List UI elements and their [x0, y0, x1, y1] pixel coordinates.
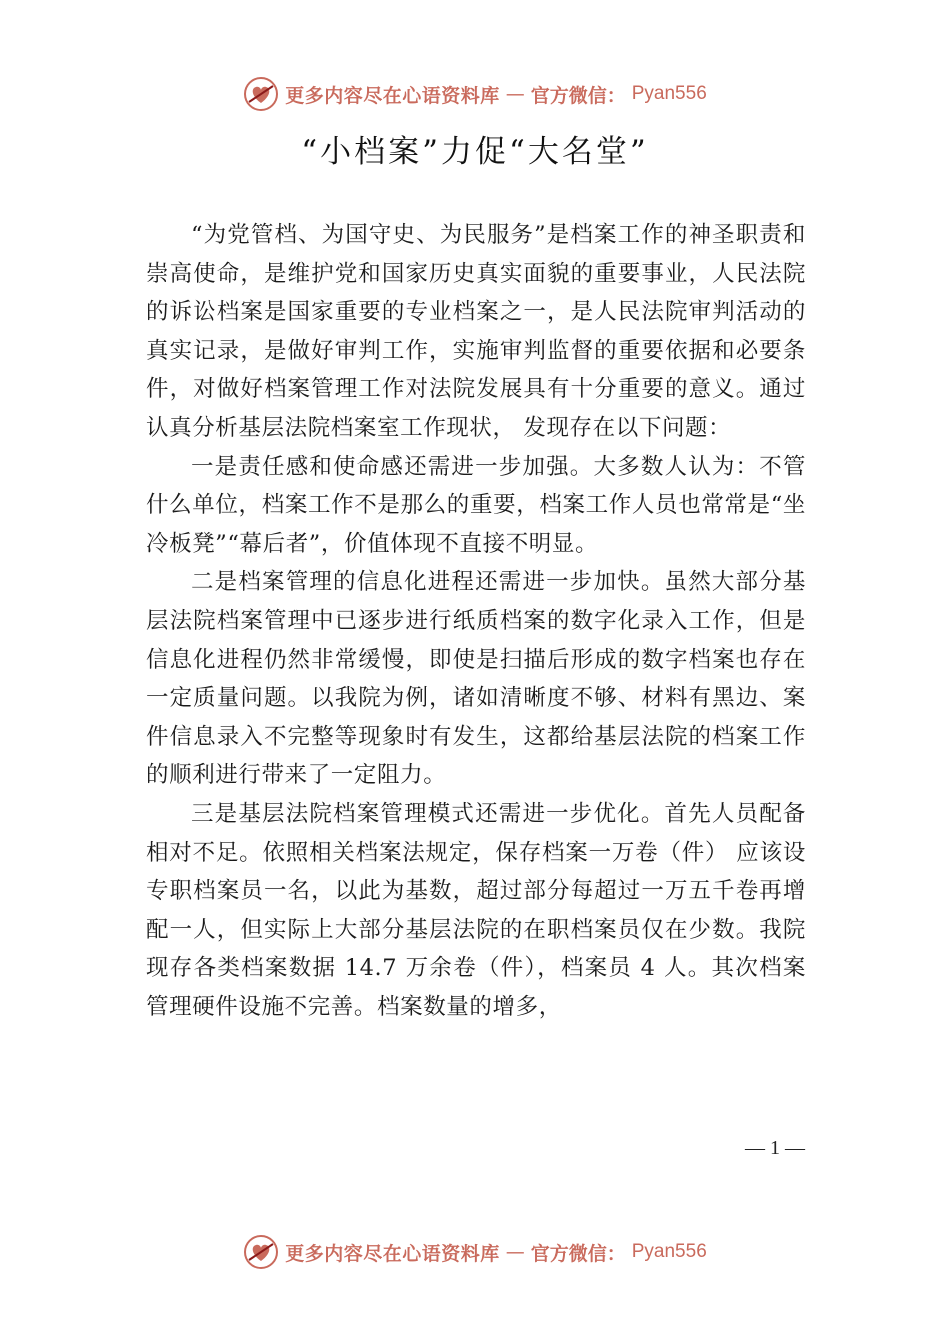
- watermark-text: 更多内容尽在心语资料库: [285, 1242, 500, 1265]
- paragraph: 一是责任感和使命感还需进一步加强。大多数人认为：不管什么单位，档案工作不是那么的重要，档案工作人员也常常是“坐冷板凳”“幕后者”，价值体现不直接不明显。: [146, 453, 806, 557]
- watermark-wechat-id: Pyan556: [631, 1241, 707, 1262]
- watermark-footer: [0, 1232, 950, 1272]
- page-number: — 1 —: [745, 1137, 805, 1159]
- watermark-wechat-label: 官方微信：: [530, 84, 626, 107]
- watermark-dash: —: [505, 1241, 525, 1263]
- document-title: “小档案”力促“大名堂”: [301, 134, 649, 170]
- paragraph: “为党管档、为国守史、为民服务”是档案工作的神圣职责和崇高使命，是维护党和国家历史真实面貌的重要事业，人民法院的诉讼档案是国家重要的专业档案之一，是人民法院审判活动的真实记录，是做好审判工作，实施审判监督的重要依据和必要条件，对做好档案管理工作对法院发展具有十分重要的意义。通过认真分析基层法院档案室工作现状， 发现存在以下问题：: [146, 222, 806, 441]
- document-body: [146, 216, 806, 1026]
- paragraph: 三是基层法院档案管理模式还需进一步优化。首先人员配备相对不足。依照相关档案法规定，保存档案一万卷（件） 应该设专职档案员一名，以此为基数，超过部分每超过一万五千卷再增配一人，但实际上大部分基层法院的在职档案员仅在少数。我院现存各类档案数据 14.7 万余卷（件），档案员 4 人。其次档案管理硬件设施不完善。档案数量的增多，: [146, 800, 806, 1020]
- watermark-dash: —: [505, 83, 525, 105]
- watermark-wechat-id: Pyan556: [631, 83, 707, 104]
- watermark-header: [0, 74, 950, 114]
- heart-logo-icon: [243, 1234, 279, 1270]
- heart-logo-icon: [243, 76, 279, 112]
- paragraph: 二是档案管理的信息化进程还需进一步加快。虽然大部分基层法院档案管理中已逐步进行纸质档案的数字化录入工作，但是信息化进程仍然非常缓慢，即使是扫描后形成的数字档案也存在一定质量问题。以我院为例，诸如清晰度不够、材料有黑边、案件信息录入不完整等现象时有发生，这都给基层法院的档案工作的顺利进行带来了一定阻力。: [146, 569, 806, 789]
- watermark-text: 更多内容尽在心语资料库: [285, 84, 500, 107]
- watermark-wechat-label: 官方微信：: [530, 1242, 626, 1265]
